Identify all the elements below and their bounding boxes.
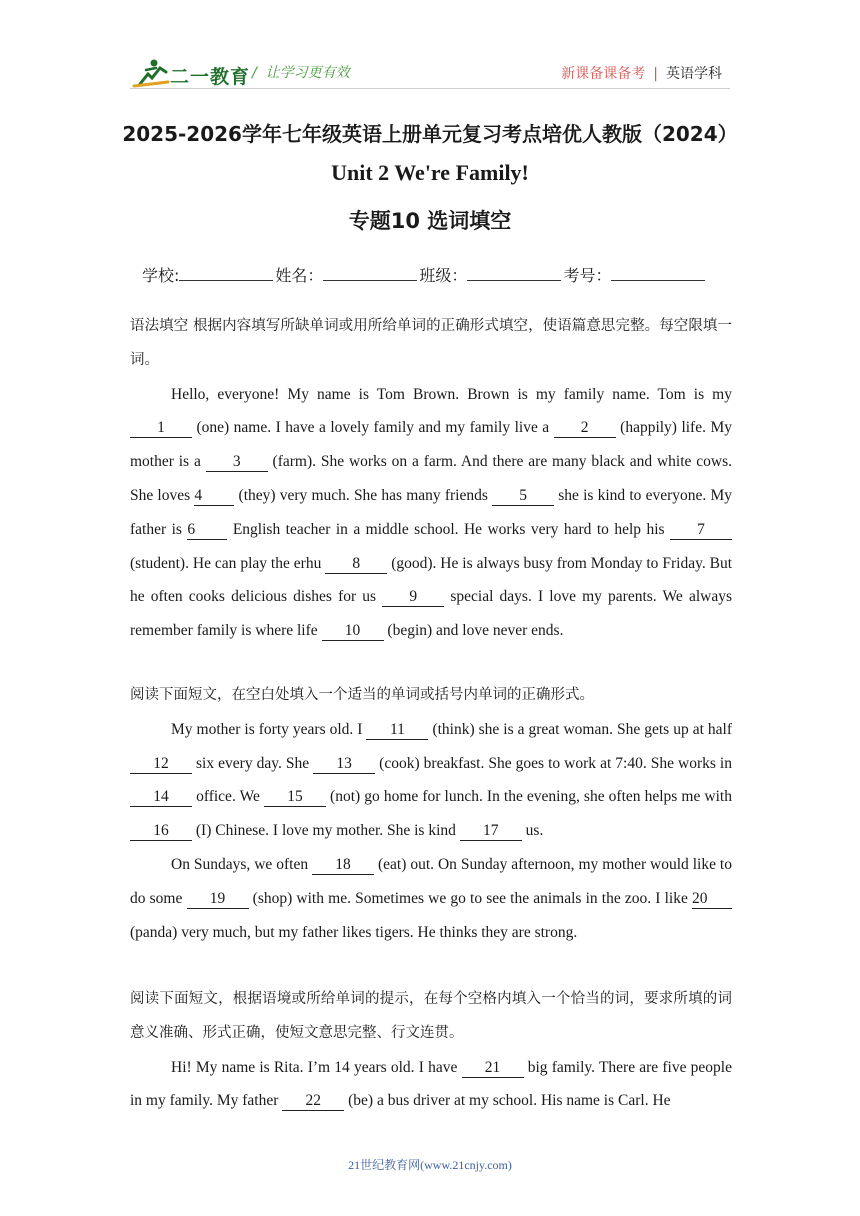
header-separator: | (653, 66, 658, 82)
unit-title: Unit 2 We're Family! (331, 160, 529, 185)
logo-text: 二一教育 (170, 66, 251, 88)
answer-blank[interactable]: 4 (194, 487, 234, 506)
exam-number-label: 考号： (563, 266, 612, 285)
answer-blank[interactable]: 8 (325, 555, 387, 574)
answer-blank[interactable]: 19 (187, 890, 249, 909)
section-1-instruction: 语法填空 根据内容填写所缺单词或用所给单词的正确形式填空，使语篇意思完整。每空限填一词。 (130, 318, 732, 368)
section-2-paragraph-2: On Sundays, we often 18 (eat) out. On Sunday afternoon, my mother would like to do some 19 (shop) with me. Sometimes we go to see the animals in the zoo. I like 20 (panda) very much, but my father likes tigers. He thinks they are strong. (130, 855, 732, 941)
header-divider (130, 88, 730, 89)
page-footer: 21世纪教育网(www.21cnjy.com) (348, 1158, 512, 1172)
answer-blank[interactable]: 10 (322, 622, 384, 641)
slogan: / 让学习更有效 (252, 65, 350, 81)
answer-blank[interactable]: 3 (206, 453, 268, 472)
answer-blank[interactable]: 21 (462, 1059, 524, 1078)
name-blank[interactable] (323, 266, 417, 281)
answer-blank[interactable]: 18 (312, 856, 374, 875)
section-3-instruction: 阅读下面短文，根据语境或所给单词的提示，在每个空格内填入一个恰当的词，要求所填的词意义准确、形式正确，使短文意思完整、行文连贯。 (130, 991, 732, 1041)
answer-blank[interactable]: 7 (670, 521, 732, 540)
answer-blank[interactable]: 22 (282, 1092, 344, 1111)
answer-blank[interactable]: 16 (130, 822, 192, 841)
class-blank[interactable] (467, 266, 561, 281)
section-2 (130, 679, 732, 949)
page-header (0, 0, 860, 100)
class-label: 班级： (419, 266, 468, 285)
answer-blank[interactable]: 15 (264, 788, 326, 807)
school-blank[interactable] (179, 266, 273, 281)
school-label: 学校: (142, 266, 180, 285)
topic-title: 专题10 选词填空 (348, 209, 512, 233)
subject-label: 英语学科 (666, 66, 722, 82)
course-label: 新课备课备考 (561, 66, 646, 82)
answer-blank[interactable]: 9 (382, 588, 444, 607)
section-1-passage: Hello, everyone! My name is Tom Brown. Brown is my family name. Tom is my 1 (one) name. I have a lovely family and my family live a 2 (happily) life. My mother is a 3 (farm). She works on a farm. And there are many black and white cows. She loves 4 (they) very much. She has many friends 5 she is kind to everyone. My father is 6 English teacher in a middle school. He works very hard to help his 7 (student). He can play the erhu 8 (good). He is always busy from Monday to Friday. But he often cooks delicious dishes for us 9 special days. I love my parents. We always remember family is where life 10 (begin) and love never ends. (130, 385, 733, 640)
answer-blank[interactable]: 11 (366, 721, 428, 740)
doc-title: 2025-2026学年七年级英语上册单元复习考点培优人教版（2024） (122, 122, 738, 146)
answer-blank[interactable]: 5 (492, 487, 554, 506)
section-3 (130, 983, 732, 1118)
answer-blank[interactable]: 17 (460, 822, 522, 841)
section-1 (130, 310, 732, 648)
answer-blank[interactable]: 6 (187, 521, 227, 540)
header-right-labels (561, 63, 722, 83)
exam-number-blank[interactable] (611, 266, 705, 281)
answer-blank[interactable]: 20 (692, 890, 732, 909)
answer-blank[interactable]: 1 (130, 419, 192, 438)
answer-blank[interactable]: 13 (313, 755, 375, 774)
answer-blank[interactable]: 2 (554, 419, 616, 438)
section-2-instruction: 阅读下面短文，在空白处填入一个适当的单词或括号内单词的正确形式。 (130, 687, 594, 703)
name-label: 姓名： (275, 266, 324, 285)
answer-blank[interactable]: 12 (130, 755, 192, 774)
section-3-passage: Hi! My name is Rita. I’m 14 years old. I have 21 big family. There are five people in my family. My father 22 (be) a bus driver at my school. His name is Carl. He (130, 1058, 732, 1110)
student-info-line (142, 263, 707, 286)
answer-blank[interactable]: 14 (130, 788, 192, 807)
section-2-paragraph-1: My mother is forty years old. I 11 (think) she is a great woman. She gets up at half 12 six every day. She 13 (cook) breakfast. She goes to work at 7:40. She works in 14 office. We 15 (not) go home for lunch. In the evening, she often helps me with 16 (I) Chinese. I love my mother. She is kind 17 us. (130, 713, 732, 848)
